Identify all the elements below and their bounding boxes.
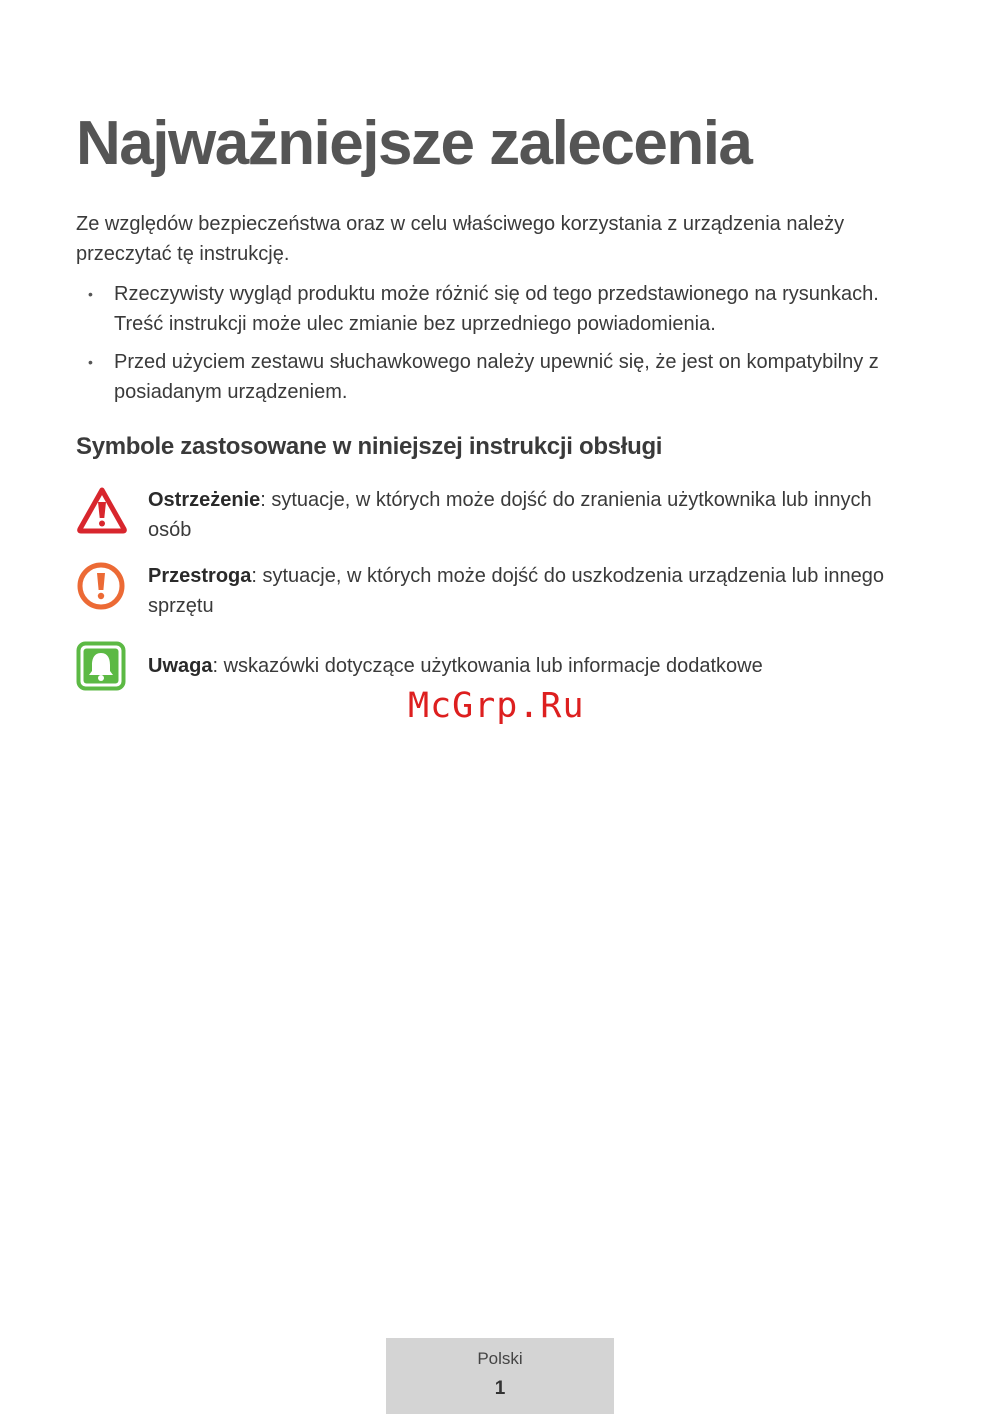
- symbol-warning-text: [148, 485, 908, 545]
- bullet-marker: •: [88, 354, 93, 370]
- notice-item: [76, 347, 916, 407]
- symbol-description: : wskazówki dotyczące użytkowania lub informacje dodatkowe: [212, 655, 763, 677]
- notice-text: Rzeczywisty wygląd produktu może różnić się od tego przedstawionego na rysunkach. Treść instrukcji może ulec zmianie bez uprzedniego powiadomienia.: [114, 283, 879, 335]
- notice-item: [76, 279, 916, 339]
- symbol-term: Uwaga: [148, 655, 213, 677]
- symbol-description: : sytuacje, w których może dojść do uszkodzenia urządzenia lub innego sprzętu: [148, 565, 884, 617]
- symbol-note-text: [148, 651, 908, 681]
- note-bell-icon: [76, 641, 126, 691]
- symbol-caution-text: [148, 561, 908, 621]
- watermark: McGrp.Ru: [408, 686, 585, 726]
- symbol-term: Przestroga: [148, 565, 252, 587]
- warning-triangle-icon: [76, 485, 126, 535]
- page-title: Najważniejsze zalecenia: [76, 109, 752, 178]
- intro-paragraph: Ze względów bezpieczeństwa oraz w celu właściwego korzystania z urządzenia należy przeczytać tę instrukcję.: [76, 213, 845, 265]
- notice-text: Przed użyciem zestawu słuchawkowego należy upewnić się, że jest on kompatybilny z posiadanym urządzeniem.: [114, 351, 879, 403]
- bullet-marker: •: [88, 286, 93, 302]
- symbols-heading: Symbole zastosowane w niniejszej instrukcji obsługi: [76, 433, 663, 460]
- page-footer: [386, 1338, 614, 1414]
- symbol-term: Ostrzeżenie: [148, 489, 261, 511]
- notice-list: [76, 279, 916, 415]
- symbol-description: : sytuacje, w których może dojść do zranienia użytkownika lub innych osób: [148, 489, 872, 541]
- page-number: 1: [494, 1378, 506, 1399]
- footer-language: Polski: [477, 1349, 523, 1368]
- caution-exclamation-circle-icon: [76, 561, 126, 611]
